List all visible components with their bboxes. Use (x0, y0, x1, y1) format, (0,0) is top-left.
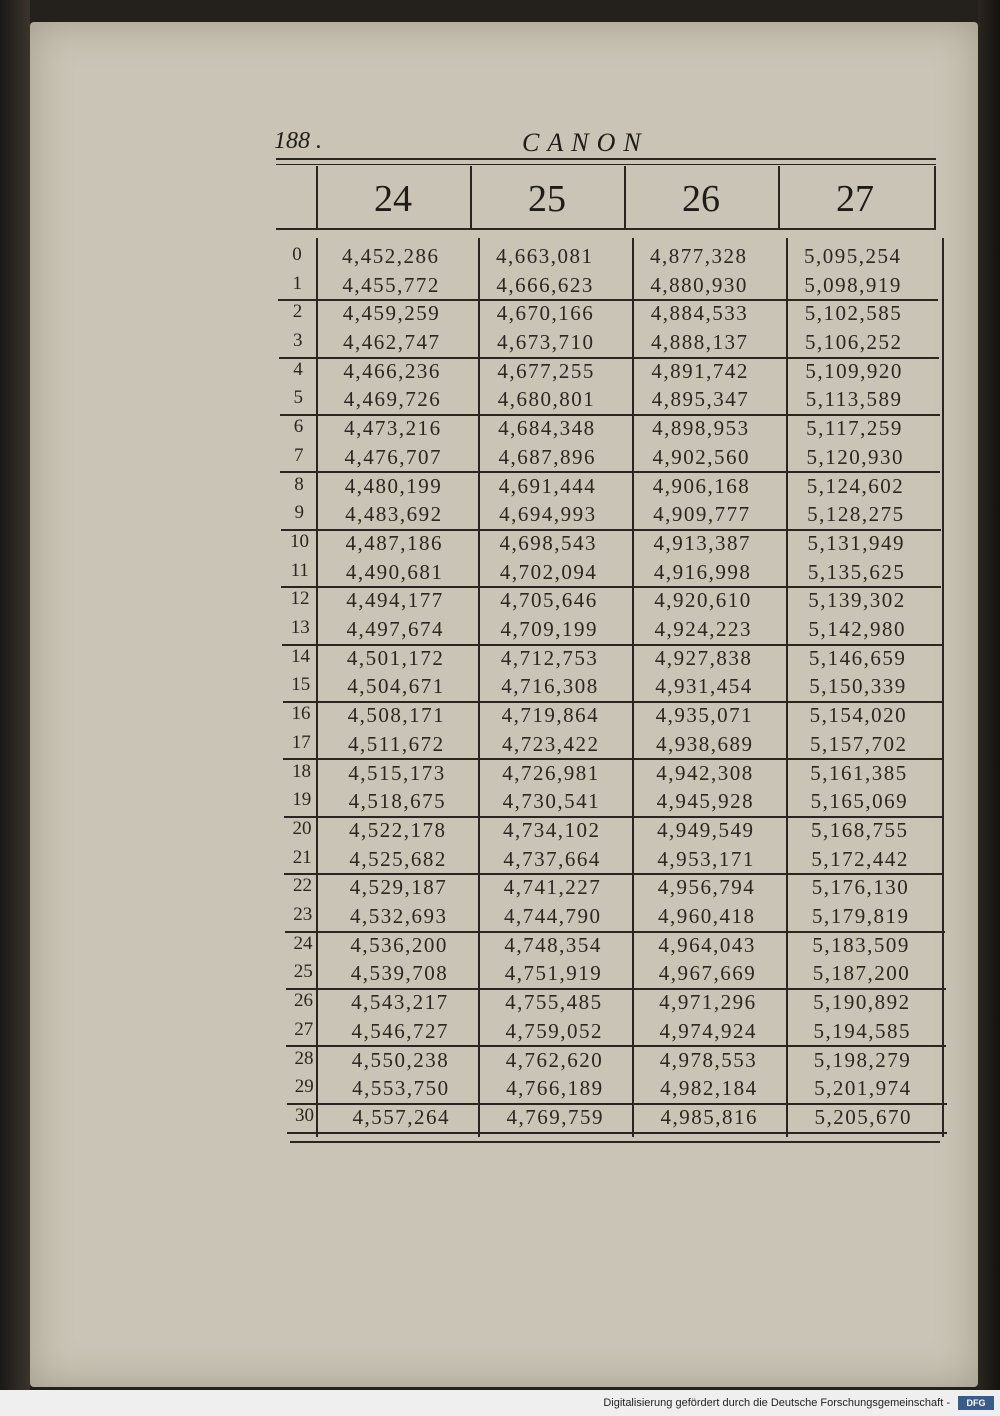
table-row (0, 732, 1000, 759)
header-bottom-rule (276, 228, 936, 230)
minute-label: 8 (294, 473, 304, 495)
minute-label: 22 (293, 875, 312, 897)
minute-label: 13 (290, 617, 310, 638)
table-cell: 4,953,171 (657, 846, 755, 871)
table-cell: 5,106,252 (805, 330, 903, 354)
table-cell: 4,755,485 (505, 990, 603, 1015)
table-bottom-rule (290, 1141, 940, 1143)
table-cell: 5,117,259 (806, 416, 903, 441)
table-row (0, 416, 1000, 443)
minute-label: 14 (291, 645, 310, 667)
table-row (0, 359, 1000, 386)
minute-label: 24 (293, 932, 313, 954)
minute-label: 17 (291, 731, 311, 753)
table-row (0, 244, 1000, 271)
body-column-rule (316, 238, 318, 1137)
table-cell: 5,128,275 (807, 502, 905, 527)
table-cell: 4,680,801 (497, 387, 596, 412)
table-cell: 4,916,998 (653, 559, 752, 584)
table-cell: 4,766,189 (506, 1076, 604, 1101)
table-cell: 4,557,264 (352, 1105, 450, 1129)
table-cell: 4,723,422 (501, 731, 600, 756)
table-row (0, 330, 1000, 357)
minute-label: 19 (292, 789, 312, 811)
minute-label: 12 (290, 588, 310, 610)
table-cell: 4,748,354 (504, 932, 602, 957)
table-cell: 5,205,670 (814, 1105, 912, 1129)
table-cell: 4,709,199 (500, 617, 599, 641)
table-cell: 4,487,186 (345, 531, 443, 555)
page-header (274, 128, 934, 168)
header-top-rule (276, 158, 936, 160)
table-cell: 4,546,727 (351, 1018, 449, 1043)
table-cell: 4,927,838 (654, 645, 753, 670)
minute-label: 25 (293, 961, 313, 983)
minute-label: 16 (291, 703, 311, 725)
table-cell: 5,198,279 (813, 1047, 912, 1072)
table-cell: 5,135,625 (807, 559, 906, 584)
table-cell: 4,964,043 (658, 932, 756, 957)
table-cell: 4,898,953 (652, 416, 750, 441)
body-column-rule (632, 238, 634, 1137)
header-column-rule (316, 166, 318, 228)
footer-text: Digitalisierung gefördert durch die Deutsche Forschungsgemeinschaft - (603, 1397, 950, 1409)
table-cell: 4,956,794 (657, 875, 756, 900)
column-head-degree: 27 (836, 178, 874, 220)
table-cell: 4,666,623 (496, 272, 594, 297)
table-cell: 5,187,200 (812, 961, 911, 986)
table-cell: 5,183,509 (812, 932, 910, 957)
table-row (0, 674, 1000, 701)
table-cell: 5,131,949 (807, 531, 905, 555)
table-cell: 5,176,130 (811, 875, 910, 900)
minute-label: 2 (292, 301, 303, 323)
table-cell: 4,971,296 (659, 990, 757, 1015)
table-cell: 5,146,659 (808, 645, 907, 670)
table-row (0, 1076, 1000, 1103)
table-cell: 4,902,560 (652, 444, 750, 469)
table-row (0, 761, 1000, 788)
dfg-logo: DFG (958, 1396, 994, 1410)
table-row (0, 387, 1000, 414)
table-cell: 4,677,255 (497, 358, 595, 383)
table-cell: 4,525,682 (349, 846, 447, 871)
table-row (0, 961, 1000, 988)
table-row (0, 531, 1000, 558)
table-cell: 4,497,674 (346, 617, 445, 641)
header-column-rule (470, 166, 472, 228)
table-cell: 4,712,753 (500, 645, 599, 670)
table-cell: 4,920,610 (654, 588, 752, 613)
table-cell: 4,687,896 (498, 444, 596, 469)
table-cell: 4,895,347 (651, 387, 750, 412)
table-cell: 4,877,328 (650, 244, 748, 268)
table-cell: 4,974,924 (659, 1018, 757, 1043)
table-cell: 4,462,747 (343, 330, 441, 354)
table-cell: 4,694,993 (499, 502, 597, 527)
table-row (0, 818, 1000, 845)
table-cell: 4,473,216 (344, 416, 442, 441)
minute-label: 27 (294, 1018, 314, 1040)
table-cell: 4,504,671 (347, 674, 445, 699)
table-cell: 4,888,137 (651, 330, 749, 354)
minute-label: 26 (294, 990, 313, 1012)
table-cell: 4,536,200 (350, 932, 448, 957)
body-column-rule (478, 238, 480, 1137)
table-cell: 4,960,418 (658, 904, 756, 928)
table-cell: 5,124,602 (806, 473, 905, 498)
table-row (0, 847, 1000, 874)
table-cell: 4,518,675 (348, 789, 447, 814)
table-cell: 4,508,171 (347, 703, 446, 728)
table-cell: 4,730,541 (502, 789, 601, 814)
minute-label: 21 (292, 846, 312, 868)
table-cell: 5,201,974 (814, 1076, 912, 1101)
header-column-rule (934, 166, 936, 228)
table-cell: 5,098,919 (804, 272, 902, 297)
table-cell: 5,109,920 (805, 358, 903, 383)
table-cell: 5,165,069 (810, 789, 909, 814)
minute-label: 0 (292, 244, 302, 265)
table-cell: 4,543,217 (351, 990, 449, 1015)
table-cell: 4,891,742 (651, 358, 749, 383)
minute-label: 6 (293, 416, 304, 438)
table-cell: 4,741,227 (503, 875, 602, 900)
table-row (0, 646, 1000, 673)
minute-label: 28 (294, 1047, 314, 1069)
table-row (0, 273, 1000, 300)
digitization-footer (0, 1390, 1000, 1416)
table-cell: 4,515,173 (348, 760, 446, 785)
table-cell: 5,102,585 (804, 301, 903, 326)
table-cell: 4,490,681 (345, 559, 444, 584)
table-row (0, 990, 1000, 1017)
minute-label: 9 (294, 502, 304, 524)
table-row (0, 301, 1000, 328)
table-row (0, 703, 1000, 730)
table-cell: 5,142,980 (808, 617, 907, 641)
minute-label: 11 (290, 559, 309, 581)
table-row (0, 1105, 1000, 1132)
row-group-rule (287, 1132, 947, 1134)
table-cell: 4,931,454 (655, 674, 753, 699)
table-cell: 4,673,710 (497, 330, 595, 354)
table-cell: 5,154,020 (809, 703, 908, 728)
minute-label: 15 (291, 674, 311, 696)
minute-label: 1 (292, 272, 302, 294)
table-cell: 4,684,348 (498, 416, 596, 441)
table-cell: 4,924,223 (654, 617, 753, 641)
table-cell: 4,985,816 (660, 1105, 758, 1129)
body-column-rule (942, 238, 944, 1137)
table-cell: 4,529,187 (349, 875, 448, 900)
table-cell: 5,113,589 (805, 387, 903, 412)
table-cell: 4,913,387 (653, 531, 751, 555)
table-row (0, 502, 1000, 529)
table-cell: 5,157,702 (809, 731, 908, 756)
table-row (0, 560, 1000, 587)
header-top-rule-thin (276, 164, 936, 165)
table-cell: 5,194,585 (813, 1018, 911, 1043)
table-row (0, 789, 1000, 816)
table-cell: 4,511,672 (347, 731, 445, 756)
table-cell: 5,172,442 (811, 846, 909, 871)
table-cell: 4,663,081 (496, 244, 594, 268)
minute-label: 3 (293, 330, 303, 351)
table-cell: 4,494,177 (346, 588, 444, 613)
table-cell: 5,161,385 (810, 760, 908, 785)
table-cell: 4,762,620 (505, 1047, 604, 1072)
table-cell: 4,945,928 (656, 789, 755, 814)
table-cell: 4,705,646 (500, 588, 598, 613)
table-cell: 4,476,707 (344, 444, 442, 469)
table-cell: 4,459,259 (342, 301, 441, 326)
table-cell: 4,744,790 (504, 904, 602, 928)
running-title: CANON (522, 128, 649, 157)
table-cell: 4,884,533 (650, 301, 749, 326)
table-cell: 5,168,755 (811, 818, 909, 842)
table-cell: 4,452,286 (342, 244, 440, 268)
table-cell: 4,909,777 (653, 502, 751, 527)
table-cell: 4,539,708 (350, 961, 449, 986)
table-cell: 4,967,669 (658, 961, 757, 986)
table-cell: 4,942,308 (656, 760, 754, 785)
table-cell: 4,522,178 (349, 818, 447, 842)
table-row (0, 445, 1000, 472)
table-cell: 5,190,892 (813, 990, 911, 1015)
table-row (0, 617, 1000, 644)
table-row (0, 1048, 1000, 1075)
table-cell: 4,726,981 (502, 760, 600, 785)
table-cell: 5,120,930 (806, 444, 904, 469)
table-cell: 5,139,302 (808, 588, 906, 613)
table-cell: 4,978,553 (659, 1047, 758, 1072)
table-cell: 4,483,692 (345, 502, 443, 527)
table-row (0, 474, 1000, 501)
body-column-rule (786, 238, 788, 1137)
table-cell: 4,455,772 (342, 272, 440, 297)
table-cell: 4,751,919 (504, 961, 603, 986)
table-row (0, 933, 1000, 960)
table-cell: 4,759,052 (505, 1018, 603, 1043)
table-cell: 4,670,166 (496, 301, 595, 326)
table-row (0, 1019, 1000, 1046)
table-cell: 4,769,759 (506, 1105, 604, 1129)
minute-label: 20 (292, 818, 312, 839)
table-cell: 4,698,543 (499, 531, 597, 555)
table-cell: 4,938,689 (655, 731, 754, 756)
header-column-rule (778, 166, 780, 228)
table-cell: 4,550,238 (351, 1047, 450, 1072)
table-cell: 4,880,930 (650, 272, 748, 297)
table-cell: 4,734,102 (503, 818, 601, 842)
table-row (0, 875, 1000, 902)
minute-label: 7 (294, 444, 304, 466)
header-column-rule (624, 166, 626, 228)
page-number: 188 . (274, 128, 322, 154)
table-cell: 4,691,444 (498, 473, 597, 498)
table-cell: 5,179,819 (812, 904, 910, 928)
table-cell: 4,935,071 (655, 703, 754, 728)
table-cell: 4,982,184 (660, 1076, 758, 1101)
column-head-degree: 25 (528, 178, 566, 220)
table-cell: 4,719,864 (501, 703, 600, 728)
table-cell: 4,553,750 (352, 1076, 450, 1101)
minute-label: 23 (293, 904, 313, 925)
table-row (0, 904, 1000, 931)
minute-label: 4 (293, 358, 303, 380)
table-cell: 5,150,339 (809, 674, 907, 699)
minute-label: 18 (292, 760, 311, 782)
column-head-degree: 24 (374, 178, 412, 220)
table-cell: 4,466,236 (343, 358, 441, 383)
minute-label: 29 (294, 1076, 314, 1098)
minute-label: 30 (295, 1105, 314, 1126)
table-cell: 4,949,549 (657, 818, 755, 842)
table-cell: 4,702,094 (499, 559, 598, 584)
table-cell: 4,480,199 (344, 473, 443, 498)
table-cell: 4,716,308 (501, 674, 599, 699)
table-cell: 4,501,172 (346, 645, 445, 670)
table-cell: 4,906,168 (652, 473, 751, 498)
table-cell: 4,532,693 (350, 904, 448, 928)
minute-label: 5 (293, 387, 303, 409)
column-head-degree: 26 (682, 178, 720, 220)
minute-label: 10 (290, 531, 309, 552)
table-cell: 5,095,254 (804, 244, 902, 268)
table-cell: 4,737,664 (503, 846, 601, 871)
table-cell: 4,469,726 (343, 387, 442, 412)
table-row (0, 588, 1000, 615)
